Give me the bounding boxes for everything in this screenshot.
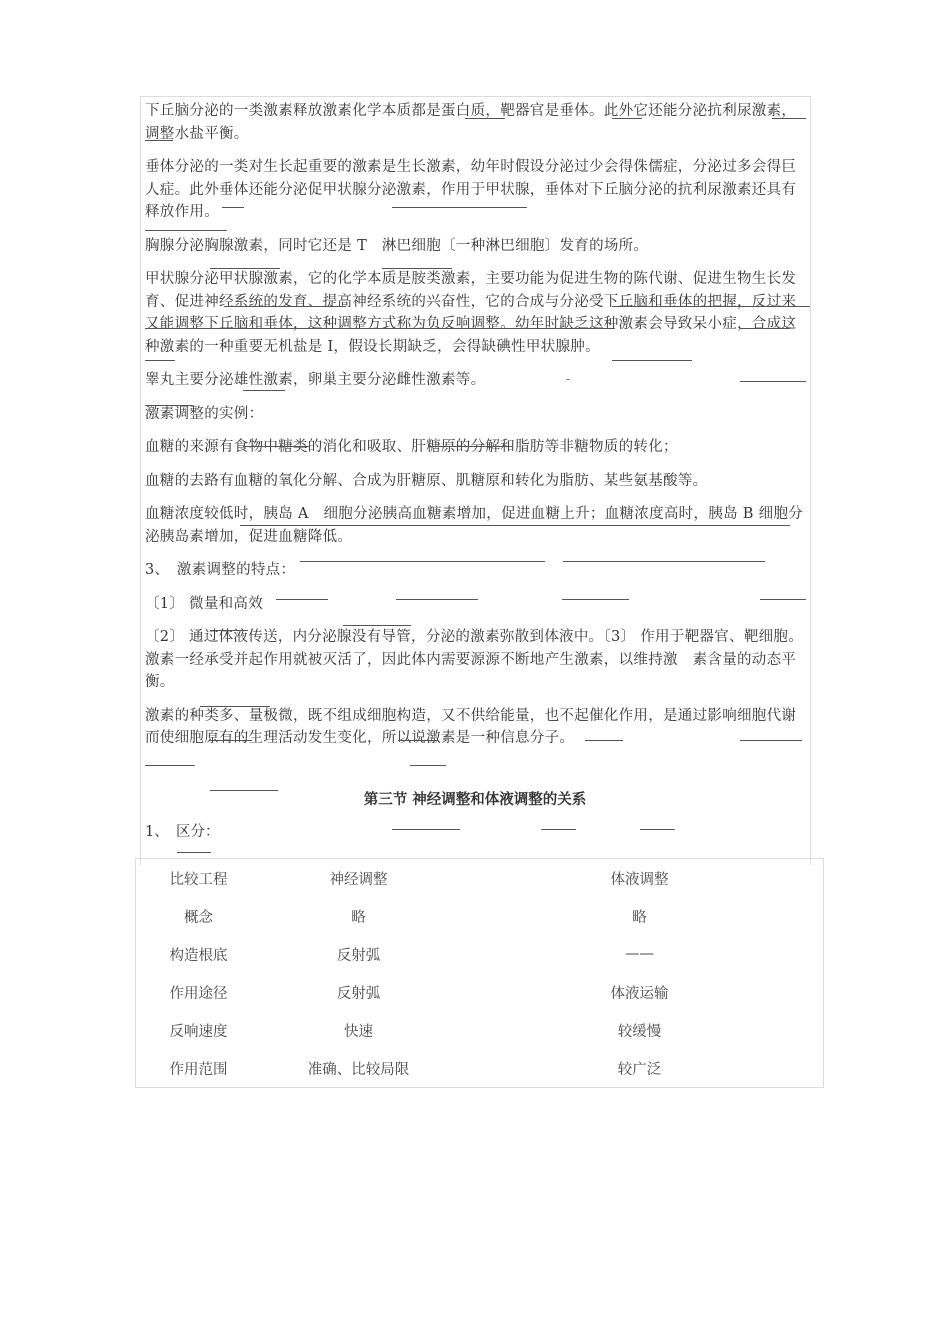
table-header-cell: 比较工程: [169, 871, 228, 888]
table-cell: 快速: [344, 1023, 373, 1040]
table-cell: 反射弧: [336, 947, 381, 964]
paragraph-features-title: 3、 激素调整的特点：: [145, 562, 296, 578]
table-cell: 体液运输: [610, 985, 669, 1002]
paragraph-hypothalamus: 下丘脑分泌的一类激素释放激素化学本质都是蛋白质，靶器官是垂体。此外它还能分泌抗利尿激素，调整水盐平衡。: [145, 103, 797, 142]
table-cell: ——: [625, 946, 654, 962]
document-body: [145, 100, 810, 761]
paragraph-glucose-fate: 血糖的去路有血糖的氧化分解、合成为肝糖原、肌糖原和转化为脂肪、某些氨基酸等。: [145, 472, 708, 489]
paragraph-feature-2-3: 〔2〕 通过体液传送，内分泌腺没有导管，分泌的激素弥散到体液中。〔3〕 作用于靶器官、靶细胞。激素一经承受并起作用就被灭活了，因此体内需要源源不断地产生激素，以维持激 素含量的动态平衡。: [145, 629, 804, 690]
paragraph-feature-1: 〔1〕 微量和高效: [145, 595, 264, 612]
table-cell: 略: [351, 909, 366, 926]
comparison-table: [135, 858, 824, 1088]
paragraph-hormone-summary: 激素的种类多、量极微，既不组成细胞构造，又不供给能量，也不起催化作用，是通过影响细胞代谢而使细胞原有的生理活动发生变化，所以说激素是一种信息分子。: [145, 707, 797, 746]
paragraph-pituitary: 垂体分泌的一类对生长起重要的激素是生长激素，幼年时假设分泌过少会得侏儒症，分泌过多会得巨人症。此外垂体还能分泌促甲状腺分泌激素，作用于甲状腺，垂体对下丘脑分泌的抗利尿激素还具有释放作用。: [145, 159, 797, 220]
table-row: [136, 935, 824, 973]
stray-mark: -: [566, 372, 571, 386]
paragraph-glucose-regulation: 血糖浓度较低时，胰岛 A 细胞分泌胰高血糖素增加，促进血糖上升；血糖浓度高时，胰岛 B 细胞分泌胰岛素增加，促进血糖降低。: [145, 506, 804, 545]
table-cell: 较缓慢: [617, 1023, 662, 1040]
table-cell: 略: [632, 909, 647, 926]
table-cell: 作用范围: [169, 1061, 228, 1078]
table-cell: 概念: [184, 909, 213, 926]
table-header-cell: 神经调整: [329, 871, 388, 888]
paragraph-glucose-source: 血糖的来源有食物中糖类的消化和吸取、肝糖原的分解和脂肪等非糖物质的转化；: [145, 439, 678, 455]
table-header-row: [136, 859, 824, 898]
table-cell: 较广泛: [617, 1061, 662, 1078]
table-cell: 反响速度: [169, 1023, 228, 1040]
paragraph-examples-title: 激素调整的实例：: [145, 405, 264, 422]
table-row: [136, 1011, 824, 1049]
table-cell: 构造根底: [169, 947, 228, 964]
table-cell: 反射弧: [336, 985, 381, 1002]
section-item-1: 1、 区分：: [145, 824, 220, 840]
paragraph-gonads: 睾丸主要分泌雄性激素，卵巢主要分泌雌性激素等。: [145, 372, 486, 388]
table-row: [136, 897, 824, 935]
table-header-cell: 体液调整: [610, 871, 669, 888]
paragraph-thyroid: 甲状腺分泌甲状腺激素，它的化学本质是胺类激素，主要功能为促进生物的陈代谢、促进生物生长发育、促进神经系统的发育、提高神经系统的兴奋性，它的合成与分泌受下丘脑和垂体的把握，反过来又能调整下丘脑和垂体，这种调整方式称为负反响调整。幼年时缺乏这种激素会导致呆小症，合成这种激素的一种重要无机盐是 I，假设长期缺乏，会得缺碘性甲状腺肿。: [145, 271, 797, 355]
paragraph-thymus: 胸腺分泌胸腺激素，同时它还是 T 淋巴细胞〔一种淋巴细胞〕发育的场所。: [145, 237, 649, 254]
table-cell: 准确、比较局限: [307, 1061, 410, 1078]
table-cell: 作用途径: [169, 985, 228, 1002]
table-row: [136, 1049, 824, 1088]
section-heading: 第三节 神经调整和体液调整的关系: [363, 792, 587, 808]
table-row: [136, 973, 824, 1011]
